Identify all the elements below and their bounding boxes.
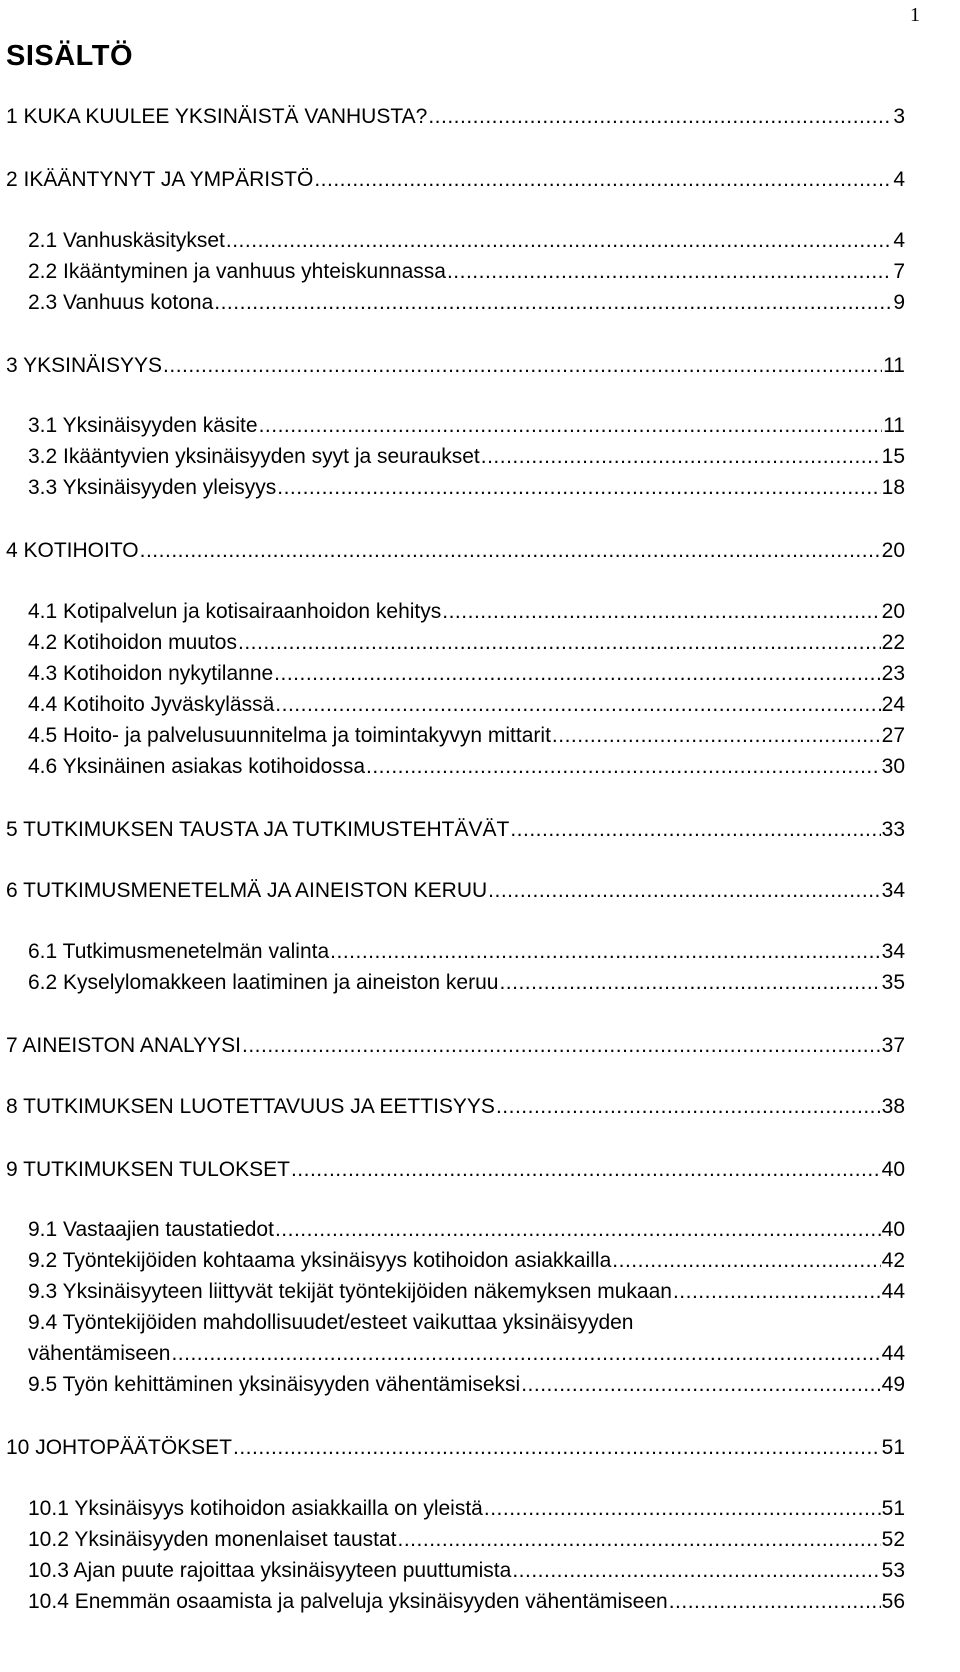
toc-entry-page: 33	[881, 818, 905, 841]
toc-entry-page: 51	[881, 1436, 905, 1459]
toc-entry[interactable]	[6, 1094, 905, 1120]
toc-entry[interactable]	[28, 475, 905, 501]
toc-entry-label: 9.1 Vastaajien taustatiedot	[28, 1218, 274, 1241]
toc-entry[interactable]	[28, 939, 905, 965]
toc-entry-label: 8 TUTKIMUKSEN LUOTETTAVUUS JA EETTISYYS	[6, 1095, 495, 1118]
dot-leader	[238, 630, 881, 656]
toc-entry[interactable]	[28, 1589, 905, 1615]
toc-entry-page: 20	[881, 600, 905, 623]
toc-entry[interactable]	[28, 1341, 905, 1367]
dot-leader	[233, 1435, 881, 1461]
toc-entry[interactable]	[28, 413, 905, 439]
dot-leader	[442, 599, 880, 625]
toc-entry-page: 34	[881, 879, 905, 902]
dot-leader	[171, 1341, 880, 1367]
toc-entry-label: 9 TUTKIMUKSEN TULOKSET	[6, 1158, 290, 1181]
toc-entry-label: 7 AINEISTON ANALYYSI	[6, 1034, 241, 1057]
toc-entry-label: 4.4 Kotihoito Jyväskylässä	[28, 693, 275, 716]
toc-entry[interactable]	[28, 754, 905, 780]
toc-entry[interactable]	[28, 1558, 905, 1584]
dot-leader	[163, 353, 882, 379]
toc-entry-first-line: 9.4 Työntekijöiden mahdollisuudet/esteet vaikuttaa yksinäisyyden	[28, 1311, 634, 1334]
toc-entry[interactable]	[6, 538, 905, 564]
page-number: 1	[910, 4, 920, 26]
toc-entry-page: 11	[883, 414, 905, 437]
dot-leader	[140, 538, 881, 564]
dot-leader	[275, 692, 880, 718]
dot-leader	[275, 1217, 881, 1243]
toc-entry-page: 40	[881, 1218, 905, 1241]
toc-entry[interactable]	[28, 444, 905, 470]
toc-entry-page: 42	[881, 1249, 905, 1272]
toc-entry[interactable]	[28, 970, 905, 996]
toc-entry-page: 35	[881, 971, 905, 994]
dot-leader	[612, 1248, 880, 1274]
toc-entry-label: 4.2 Kotihoidon muutos	[28, 631, 237, 654]
toc-entry-label: 3.3 Yksinäisyyden yleisyys	[28, 476, 277, 499]
dot-leader	[484, 1496, 881, 1522]
toc-entry-label: 3 YKSINÄISYYS	[6, 354, 163, 377]
toc-entry[interactable]	[28, 1217, 905, 1243]
toc-entry-label: 6.1 Tutkimusmenetelmän valinta	[28, 940, 330, 963]
toc-entry-page: 51	[881, 1497, 905, 1520]
dot-leader	[447, 259, 892, 285]
toc-entry-page: 53	[881, 1559, 905, 1582]
page-title: SISÄLTÖ	[6, 40, 134, 72]
toc-entry[interactable]	[6, 167, 905, 193]
dot-leader	[488, 878, 880, 904]
toc-entry[interactable]	[28, 723, 905, 749]
toc-entry-page: 44	[881, 1280, 905, 1303]
toc-entry-page: 30	[881, 755, 905, 778]
toc-entry[interactable]	[28, 630, 905, 656]
toc-entry-page: 56	[881, 1590, 905, 1613]
toc-entry-page: 34	[881, 940, 905, 963]
toc-entry-label: 9.5 Työn kehittäminen yksinäisyyden vähentämiseksi	[28, 1373, 521, 1396]
toc-entry-page: 20	[881, 539, 905, 562]
toc-entry-label: 4.6 Yksinäinen asiakas kotihoidossa	[28, 755, 365, 778]
toc-entry-page: 37	[881, 1034, 905, 1057]
dot-leader	[496, 1094, 881, 1120]
toc-entry[interactable]	[6, 1157, 905, 1183]
toc-entry-label: 10.4 Enemmän osaamista ja palveluja yksinäisyyden vähentämiseen	[28, 1590, 668, 1613]
toc-entry-label: vähentämiseen	[28, 1342, 171, 1365]
dot-leader	[214, 290, 892, 316]
toc-entry-label: 2 IKÄÄNTYNYT JA YMPÄRISTÖ	[6, 168, 314, 191]
toc-entry-label: 3.1 Yksinäisyyden käsite	[28, 414, 258, 437]
dot-leader	[330, 939, 880, 965]
toc-entry[interactable]	[6, 878, 905, 904]
dot-leader	[499, 970, 880, 996]
dot-leader	[398, 1527, 881, 1553]
toc-entry[interactable]	[28, 1279, 905, 1305]
toc-entry-page: 18	[881, 476, 905, 499]
toc-entry-page: 44	[881, 1342, 905, 1365]
toc-entry[interactable]	[6, 353, 905, 379]
toc-entry-page: 27	[881, 724, 905, 747]
toc-entry-label: 10.3 Ajan puute rajoittaa yksinäisyyteen puuttumista	[28, 1559, 512, 1582]
toc-entry-label: 9.3 Yksinäisyyteen liittyvät tekijät työntekijöiden näkemyksen mukaan	[28, 1280, 672, 1303]
dot-leader	[512, 1558, 880, 1584]
toc-entry-page: 49	[881, 1373, 905, 1396]
toc-entry-label: 4.1 Kotipalvelun ja kotisairaanhoidon kehitys	[28, 600, 442, 623]
toc-entry-page: 7	[893, 260, 905, 283]
toc-entry[interactable]	[28, 692, 905, 718]
toc-entry-label: 10.1 Yksinäisyys kotihoidon asiakkailla on yleistä	[28, 1497, 483, 1520]
toc-entry-label: 4.5 Hoito- ja palvelusuunnitelma ja toimintakyvyn mittarit	[28, 724, 551, 747]
dot-leader	[669, 1589, 881, 1615]
toc-entry[interactable]	[6, 1435, 905, 1461]
dot-leader	[366, 754, 881, 780]
toc-entry-page: 23	[881, 662, 905, 685]
toc-entry-label: 2.2 Ikääntyminen ja vanhuus yhteiskunnassa	[28, 260, 446, 283]
toc-entry-page: 40	[881, 1158, 905, 1181]
toc-entry[interactable]	[28, 290, 905, 316]
toc-entry-label: 4 KOTIHOITO	[6, 539, 139, 562]
dot-leader	[242, 1033, 881, 1059]
toc-entry-page: 38	[881, 1095, 905, 1118]
toc-entry-page: 24	[881, 693, 905, 716]
dot-leader	[226, 228, 892, 254]
toc-entry-page: 4	[893, 229, 905, 252]
toc-entry[interactable]	[6, 817, 905, 843]
toc-entry[interactable]	[6, 104, 905, 130]
toc-entry[interactable]	[28, 228, 905, 254]
toc-entry-label: 5 TUTKIMUKSEN TAUSTA JA TUTKIMUSTEHTÄVÄT	[6, 818, 510, 841]
toc-entry-page: 52	[881, 1528, 905, 1551]
toc-entry-page: 11	[883, 354, 905, 377]
toc-entry[interactable]	[28, 1527, 905, 1553]
dot-leader	[510, 817, 880, 843]
toc-entry[interactable]	[6, 1033, 905, 1059]
dot-leader	[428, 104, 892, 130]
toc-entry-page: 4	[893, 168, 905, 191]
toc-entry-label: 2.1 Vanhuskäsitykset	[28, 229, 225, 252]
dot-leader	[259, 413, 883, 439]
toc-entry[interactable]	[28, 661, 905, 687]
dot-leader	[481, 444, 881, 470]
dot-leader	[274, 661, 880, 687]
toc-entry-page: 15	[881, 445, 905, 468]
toc-entry[interactable]	[28, 1496, 905, 1522]
toc-entry[interactable]	[28, 259, 905, 285]
toc-entry-label: 10.2 Yksinäisyyden monenlaiset taustat	[28, 1528, 397, 1551]
toc-entry-label: 3.2 Ikääntyvien yksinäisyyden syyt ja seuraukset	[28, 445, 480, 468]
toc-entry-label: 10 JOHTOPÄÄTÖKSET	[6, 1436, 233, 1459]
dot-leader	[673, 1279, 881, 1305]
toc-entry-label: 1 KUKA KUULEE YKSINÄISTÄ VANHUSTA?	[6, 105, 428, 128]
toc-entry-label: 6 TUTKIMUSMENETELMÄ JA AINEISTON KERUU	[6, 879, 488, 902]
dot-leader	[277, 475, 880, 501]
toc-entry-page: 22	[881, 631, 905, 654]
dot-leader	[291, 1157, 881, 1183]
dot-leader	[314, 167, 892, 193]
toc-entry-page: 3	[893, 105, 905, 128]
toc-entry[interactable]	[28, 599, 905, 625]
toc-entry-label: 9.2 Työntekijöiden kohtaama yksinäisyys kotihoidon asiakkailla	[28, 1249, 612, 1272]
toc-entry-label: 6.2 Kyselylomakkeen laatiminen ja aineiston keruu	[28, 971, 499, 994]
dot-leader	[552, 723, 881, 749]
toc-entry-label: 4.3 Kotihoidon nykytilanne	[28, 662, 274, 685]
toc-entry-page: 9	[893, 291, 905, 314]
toc-entry[interactable]	[28, 1248, 905, 1274]
dot-leader	[521, 1372, 880, 1398]
toc-entry-label: 2.3 Vanhuus kotona	[28, 291, 214, 314]
toc-entry[interactable]	[28, 1372, 905, 1398]
